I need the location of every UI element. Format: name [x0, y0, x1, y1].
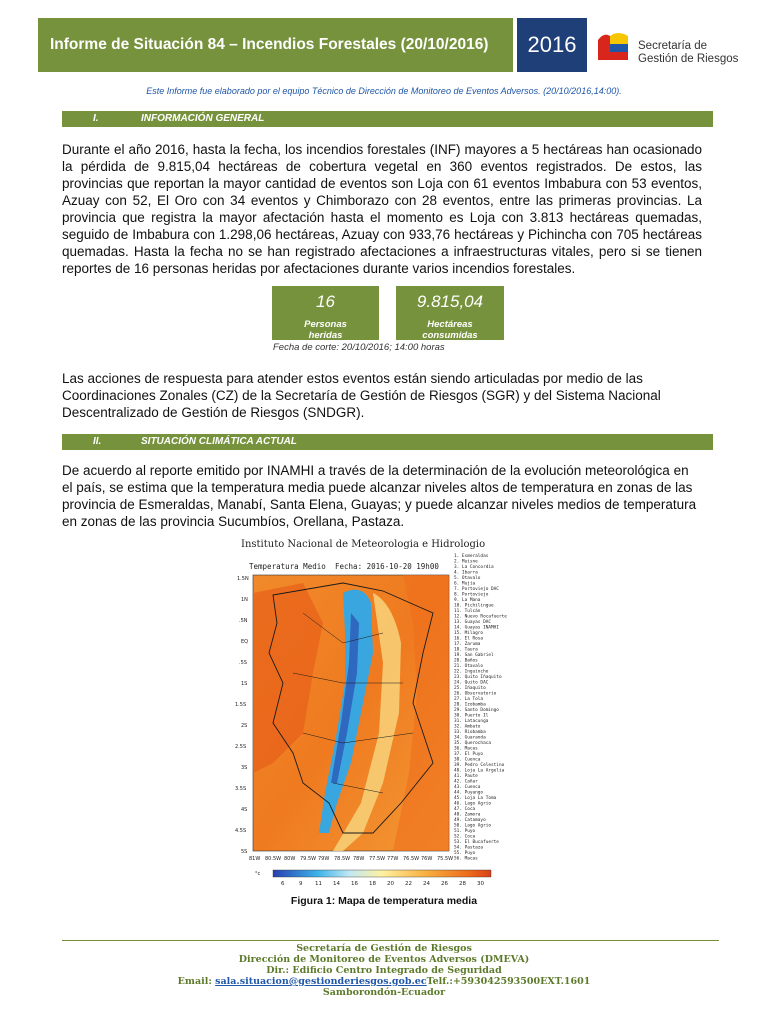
scale-tick: 9 [299, 881, 303, 887]
paragraph-response: Las acciones de respuesta para atender estos eventos están siendo articuladas por medio de las Coordinaciones Zonales (CZ) de la Secretaría de Gestión de Riesgos (SGR) y del Sistema Nacional Descentralizado de Gestión de Riesgos (SNDGR). [62, 371, 661, 420]
x-tick: 75.5W [437, 856, 454, 862]
scale-tick: 18 [369, 881, 376, 887]
station-legend-item: 9. La Mana [454, 598, 481, 603]
scale-tick: 28 [459, 881, 466, 887]
y-tick: 4S [241, 807, 248, 813]
station-legend-item: 51. Puyo [454, 829, 476, 834]
station-legend-item: 30. Puerto Il [454, 713, 489, 719]
y-tick: 2S [241, 723, 248, 729]
stat-value: 16 [316, 292, 335, 311]
y-tick: 1N [241, 597, 248, 603]
station-legend-item: 23. Quito Iñaquito [454, 675, 502, 680]
section-number: I. [93, 113, 99, 124]
scale-unit: °c [255, 871, 261, 877]
stat-value: 9.815,04 [416, 292, 484, 311]
y-tick: 3.5S [235, 786, 247, 792]
y-tick: 3S [241, 765, 248, 771]
footer-email-link[interactable]: sala.situacion@gestionderiesgos.gob.ec [215, 976, 427, 987]
x-tick: 77W [387, 856, 399, 862]
station-legend-item: 1. Esmeraldas [454, 554, 489, 559]
scale-tick: 26 [441, 881, 448, 887]
station-legend-item: 56. Macas [454, 856, 478, 862]
footer-divider [62, 940, 719, 941]
station-legend-item: 29. Santo Domingo [454, 708, 499, 713]
station-legend-item: 49. Catamayo [454, 818, 486, 823]
station-legend-item: 33. Riobamba [454, 730, 486, 735]
footer-contact [0, 976, 768, 987]
report-year: 2016 [527, 32, 577, 57]
scale-tick: 20 [387, 881, 394, 887]
stat-label-line2: heridas [308, 330, 343, 341]
section-number: II. [93, 436, 102, 447]
y-tick: .5S [239, 660, 247, 666]
y-tick: 4.5S [235, 828, 247, 834]
x-tick: 77.5W [369, 856, 386, 862]
station-legend-item: 25. Iñaquito [454, 686, 486, 691]
map-subtitle: Temperatura Medio [249, 562, 326, 571]
footer-org: Secretaría de Gestión de Riesgos [296, 943, 472, 954]
station-legend-item: 16. El Rosa [454, 636, 484, 642]
station-legend-item: 47. Coca [454, 807, 476, 812]
logo-line-1: Secretaría de [638, 40, 708, 52]
x-tick: 79.5W [300, 856, 317, 862]
footer-city: Samborondón-Ecuador [322, 987, 446, 998]
scale-ticks [281, 881, 484, 887]
station-legend-item: 55. Puyo [454, 851, 476, 856]
station-legend-item: 36. Macas [454, 746, 478, 752]
station-legend-item: 27. La Tola [454, 697, 484, 702]
paragraph-climate: De acuerdo al reporte emitido por INAMHI a través de la determinación de la evolución meteorológica en el país, se estima que la temperatura media puede alcanzar niveles altos de temperatura en zonas de las provincia de Esmeraldas, Manabí, Santa Elena, Guayas; y puede alcanzar niveles medios de temperatura en zonas de las provincia Sucumbíos, Orellana, Pastaza. [62, 463, 697, 529]
station-legend-item: 11. Tulcán [454, 609, 481, 614]
station-legend-item: 14. Guayas INAMHI [454, 625, 499, 631]
station-legend-item: 24. Quito DAC [454, 680, 489, 686]
figure-caption: Figura 1: Mapa de temperatura media [290, 895, 478, 907]
station-legend-item: 43. Cuenca [454, 785, 481, 790]
stat-box-injured [272, 286, 379, 340]
station-legend-item: 2. Muisne [454, 559, 478, 565]
y-tick: 1S [241, 681, 248, 687]
station-legend-item: 20. Baños [454, 658, 478, 664]
station-legend-item: 37. El Puyo [454, 752, 484, 757]
station-legend-item: 54. Pastaza [454, 845, 484, 851]
stat-label-line1: Hectáreas [427, 319, 473, 330]
scale-tick: 11 [315, 881, 322, 887]
station-legend-item: 5. Otavalo [454, 576, 481, 581]
station-legend-item: 41. Paute [454, 774, 478, 779]
footer-phone: Telf.:+593042593500EXT.1601 [426, 976, 591, 987]
station-legend-item: 13. Guayas DAC [454, 620, 492, 625]
temperature-scale-bar [273, 870, 491, 877]
station-legend-item: 52. Coca [454, 834, 476, 840]
station-legend-item: 7. Portoviejo DAC [454, 587, 499, 592]
y-tick: EQ [241, 639, 249, 645]
station-legend-item: 42. Cañar [454, 779, 478, 785]
stat-label-line1: Personas [304, 319, 347, 330]
x-tick: 76.5W [403, 856, 420, 862]
sgr-logo-icon [596, 30, 630, 66]
station-legend-item: 31. Latacunga [454, 719, 489, 724]
map-title: Instituto Nacional de Meteorologia e Hidrologio [241, 539, 486, 550]
station-legend-item: 6. Mujía [454, 581, 476, 587]
y-tick: 2.5S [235, 744, 247, 750]
x-tick: 79W [318, 856, 330, 862]
section-title: INFORMACIÓN GENERAL [141, 113, 265, 124]
station-legend-item: 40. Loja La Argelia [454, 768, 505, 774]
y-tick: 5S [241, 849, 248, 855]
station-legend-item: 10. Pichilingue [454, 603, 494, 609]
station-legend-item: 45. Loja La Toma [454, 796, 497, 801]
scale-tick: 6 [281, 881, 285, 887]
station-legend-item: 4. Ibarra [454, 570, 478, 576]
station-legend-item: 53. El Bucafuerte [454, 840, 499, 845]
footer-direction: Dirección de Monitoreo de Eventos Adversos (DMEVA) [238, 954, 530, 965]
map-x-ticks [249, 856, 453, 862]
y-tick: 1.5N [237, 576, 249, 582]
cutoff-date: Fecha de corte: 20/10/2016; 14:00 horas [273, 342, 445, 353]
paragraph-general: Durante el año 2016, hasta la fecha, los incendios forestales (INF) mayores a 5 hectáreas han ocasionado la pérdida de 9.815,04 hectáreas de cobertura vegetal en 360 eventos registrados. De estos, las provincias que reportan la mayor cantidad de eventos son Loja con 61 eventos Imbabura con 53 eventos, Azuay con 52, El Oro con 34 eventos y Chimborazo con 28 eventos, entre las primeras provincias. La provincia que registra la mayor afectación hasta el momento es Loja con 3.813 hectáreas quemadas, seguido de Imbabura con 1.298,06 hectáreas, Azuay con 933,76 hectáreas y Pichincha con 705 hectáreas quemadas. Hasta la fecha no se han registrado afectaciones a infraestructuras vitales, pero si se tienen reportes de 16 personas heridas por afectaciones durante varios incendios forestales. [62, 142, 702, 276]
station-legend-item: 38. Cuenca [454, 757, 481, 763]
x-tick: 80.5W [265, 856, 282, 862]
x-tick: 76W [421, 856, 433, 862]
station-legend-item: 44. Puyango [454, 790, 484, 796]
station-legend-item: 26. Observatorio [454, 691, 497, 697]
station-legend-item: 15. Milagro [454, 631, 484, 636]
scale-tick: 30 [477, 881, 484, 887]
report-subline: Este Informe fue elaborado por el equipo Técnico de Dirección de Monitoreo de Eventos Adversos. (20/10/2016,14:00). [146, 86, 622, 96]
station-legend-item: 46. Lago Agrio [454, 801, 492, 807]
station-legend [454, 553, 507, 862]
report-title: Informe de Situación 84 – Incendios Forestales (20/10/2016) [50, 36, 489, 53]
station-legend-item: 21. Otavalo [454, 664, 484, 669]
scale-tick: 14 [333, 881, 340, 887]
temperature-map [233, 533, 509, 891]
stat-box-hectares [396, 286, 504, 340]
sgr-logo-text [638, 40, 738, 66]
mail-label: Email: [177, 976, 216, 987]
y-tick: .5N [239, 618, 248, 624]
station-legend-item: 34. Guaranda [454, 735, 486, 741]
map-date: Fecha: 2016-10-20 19h00 [335, 562, 439, 571]
y-tick: 1.5S [235, 702, 247, 708]
station-legend-item: 48. Zamora [454, 812, 481, 818]
station-legend-item: 19. San Gabriel [454, 653, 494, 658]
footer-address: Dir.: Edificio Centro Integrado de Seguridad [266, 965, 502, 976]
station-legend-item: 22. Inguincho [454, 669, 489, 675]
station-legend-item: 39. Pedro Celestino [454, 763, 505, 768]
x-tick: 78.5W [334, 856, 351, 862]
x-tick: 80W [284, 856, 296, 862]
map-y-ticks [235, 576, 249, 855]
logo-line-2: Gestión de Riesgos [638, 53, 739, 65]
station-legend-item: 18. Taura [454, 647, 478, 653]
section-title: SITUACIÓN CLIMÁTICA ACTUAL [141, 436, 297, 447]
scale-tick: 24 [423, 881, 430, 887]
station-legend-item: 8. Portoviejo [454, 592, 489, 598]
stat-label-line2: consumidas [422, 330, 478, 341]
station-legend-item: 28. Izobamba [454, 702, 486, 708]
station-legend-item: 3. La Concordia [454, 565, 494, 570]
station-legend-item: 12. Nuevo Rocafuerte [454, 614, 507, 620]
station-legend-item: 35. Querochaca [454, 741, 492, 746]
station-legend-item: 32. Ambato [454, 724, 481, 730]
scale-tick: 16 [351, 881, 358, 887]
station-legend-item: 50. Lago Agrio [454, 823, 492, 829]
x-tick: 81W [249, 856, 261, 862]
x-tick: 78W [353, 856, 365, 862]
scale-tick: 22 [405, 881, 412, 887]
station-legend-item: 17. Zaruma [454, 642, 481, 647]
